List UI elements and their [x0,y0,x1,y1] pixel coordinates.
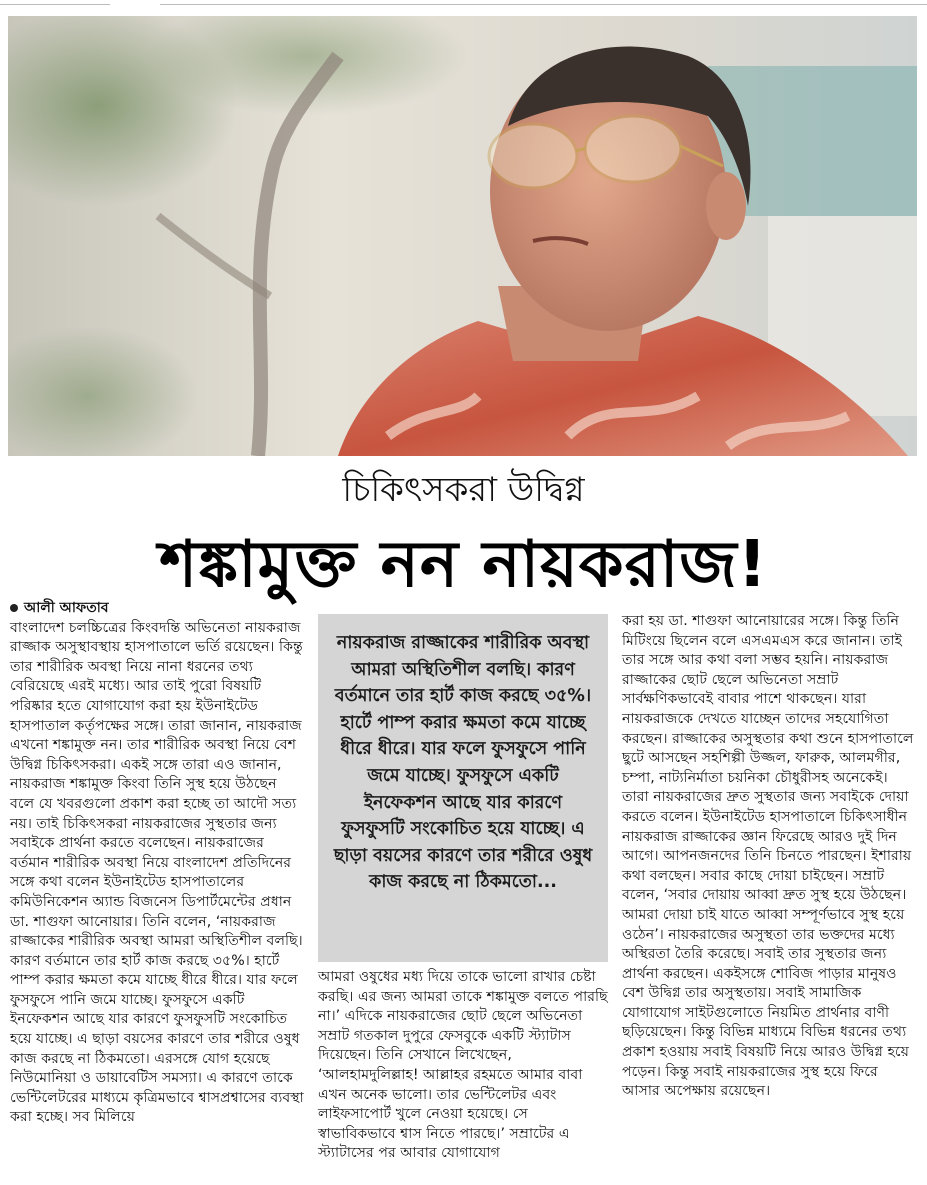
kicker-heading: চিকিৎসকরা উদ্বিগ্ন [342,470,585,510]
article-column-1 [10,599,304,1128]
article-text-2: আমরা ওষুধের মধ্য দিয়ে তাকে ভালো রাখার চেষ্টা করছি। এর জন্য আমরা তাকে শঙ্কামুক্ত বলতে পারছি না।’ এদিকে নায়করাজের ছোট ছেলে অভিনেতা সম্রাট গতকাল দুপুরে ফেসবুকে একটি স্ট্যাটাস দিয়েছেন। তিনি সেখানে লিখেছেন, ‘আলহামদুলিল্লাহ! আল্লাহর রহমতে আমার বাবা এখন অনেক ভালো। তার ভেন্টিলেটর এবং লাইফসাপোর্ট খুলে নেওয়া হয়েছে। সে স্বাভাবিকভাবে শ্বাস নিতে পারছে।’ সম্রাটের এ স্ট্যাটাসের পর আবার যোগাযোগ [318,969,608,1162]
byline [10,599,304,619]
author-name: আলী আফতাব [24,600,109,616]
article-text-3: করা হয় ডা. শাগুফা আনোয়ারের সঙ্গে। কিন্তু তিনি মিটিংয়ে ছিলেন বলে এসএমএস করে জানান। তাই তার সঙ্গে আর কথা বলা সম্ভব হয়নি। নায়করাজ রাজ্জাকের ছোট ছেলে অভিনেতা সম্রাট সার্বক্ষণিকভাবেই বাবার পাশে থাকছেন। যারা নায়করাজকে দেখতে যাচ্ছেন তাদের সহযোগিতা করছেন। রাজ্জাকের অসুস্থতার কথা শুনে হাসপাতালে ছুটে আসছেন সহশিল্পী উজ্জল, ফারুক, আলমগীর, চম্পা, নাট্যনির্মাতা চয়নিকা চৌধুরীসহ অনেকেই। তারা নায়করাজের দ্রুত সুস্থতার জন্য সবাইকে দোয়া করতে বলেন। ইউনাইটেড হাসপাতালে চিকিৎসাধীন নায়করাজ রাজ্জাকের জ্ঞান ফিরেছে আরও দুই দিন আগে। আপনজনদের তিনি চিনতে পারছেন। ইশারায় কথা বলছেন। সবার কাছে দোয়া চাইছেন। সম্রাট বলেন, ‘সবার দোয়ায় আব্বা দ্রুত সুস্থ হয়ে উঠছেন। আমরা দোয়া চাই যাতে আব্বা সম্পূর্ণভাবে সুস্থ হয়ে ওঠেন’। নায়করাজের অসুস্থতা তার ভক্তদের মধ্যে অস্থিরতা তৈরি করেছে। সবাই তার সুস্থতার জন্য প্রার্থনা করছেন। একইসঙ্গে শোবিজ পাড়ার মানুষও বেশ উদ্বিগ্ন তার অসুস্থতায়। সবাই সামাজিক যোগাযোগ সাইটগুলোতে নিয়মিত প্রার্থনার বাণী ছড়িয়েছেন। কিন্তু বিভিন্ন মাধ্যমে বিভিন্ন ধরনের তথ্য প্রকাশ হওয়ায় সবাই বিষয়টি নিয়ে আরও উদ্বিগ্ন হয়ে পড়েন। কিন্তু সবাই নায়করাজের সুস্থ হয়ে ফিরে আসার অপেক্ষায় রয়েছেন। [622,613,914,1100]
article-text-1: বাংলাদেশ চলচ্চিত্রের কিংবদন্তি অভিনেতা নায়করাজ রাজ্জাক অসুস্থাবস্থায় হাসপাতালে ভর্তি রয়েছেন। কিন্তু তার শারীরিক অবস্থা নিয়ে নানা ধরনের তথ্য বেরিয়েছে এরই মধ্যে। আর তাই পুরো বিষয়টি পরিষ্কার হতে যোগাযোগ করা হয় ইউনাইটেড হাসপাতাল কর্তৃপক্ষের সঙ্গে। তারা জানান, নায়করাজ এখনো শঙ্কামুক্ত নন। তার শারীরিক অবস্থা নিয়ে বেশ উদ্বিগ্ন চিকিৎসকরা। একই সঙ্গে তারা এও জানান, নায়করাজ শঙ্কামুক্ত কিংবা তিনি সুস্থ হয়ে উঠছেন বলে যে খবরগুলো প্রকাশ করা হচ্ছে তা আদৌ সত্য নয়। তাই চিকিৎসকরা নায়করাজের সুস্থতার জন্য সবাইকে প্রার্থনা করতে বলেছেন। নায়করাজের বর্তমান শারীরিক অবস্থা নিয়ে বাংলাদেশ প্রতিদিনের সঙ্গে কথা বলেন ইউনাইটেড হাসপাতালের কমিউনিকেশন অ্যান্ড বিজনেস ডিপার্টমেন্টের প্রধান ডা. শাগুফা আনোয়ার। তিনি বলেন, ‘নায়করাজ রাজ্জাকের শারীরিক অবস্থা আমরা অস্থিতিশীল বলছি। কারণ বর্তমানে তার হার্ট কাজ করছে ৩৫%। হার্টে পাম্প করার ক্ষমতা কমে যাচ্ছে ধীরে ধীরে। যার ফলে ফুসফুসে পানি জমে যাচ্ছে। ফুসফুসে একটি ইনফেকশন আছে যার কারণে ফুসফুসটি সংকোচিত হয়ে যাচ্ছে। এ ছাড়া বয়সের কারণে তার শরীরে ওষুধ কাজ করছে না ঠিকমতো। এরসঙ্গে যোগ হয়েছে নিউমোনিয়া ও ডায়াবেটিস সমস্যা। এ কারণে তাকে ভেন্টিলেটরের মাধ্যমে কৃত্রিমভাবে শ্বাসপ্রশ্বাসের ব্যবস্থা করা হচ্ছে। সব মিলিয়ে [10,619,304,1126]
top-rule [0,0,927,12]
pull-quote: নায়করাজ রাজ্জাকের শারীরিক অবস্থা আমরা অস্থিতিশীল বলছি। কারণ বর্তমানে তার হার্ট কাজ করছে ৩৫%। হার্টে পাম্প করার ক্ষমতা কমে যাচ্ছে ধীরে ধীরে। যার ফলে ফুসফুসে পানি জমে যাচ্ছে। ফুসফুসে একটি ইনফেকশন আছে যার কারণে ফুসফুসটি সংকোচিত হয়ে যাচ্ছে। এ ছাড়া বয়সের কারণে তার শরীরে ওষুধ কাজ করছে না ঠিকমতো... [318,614,608,962]
portrait-photo [8,16,917,456]
page-title: শঙ্কামুক্ত নন নায়করাজ! [159,528,768,602]
article-column-3 [622,612,918,1102]
bullet-icon [10,604,18,612]
article-column-2 [318,968,608,1164]
